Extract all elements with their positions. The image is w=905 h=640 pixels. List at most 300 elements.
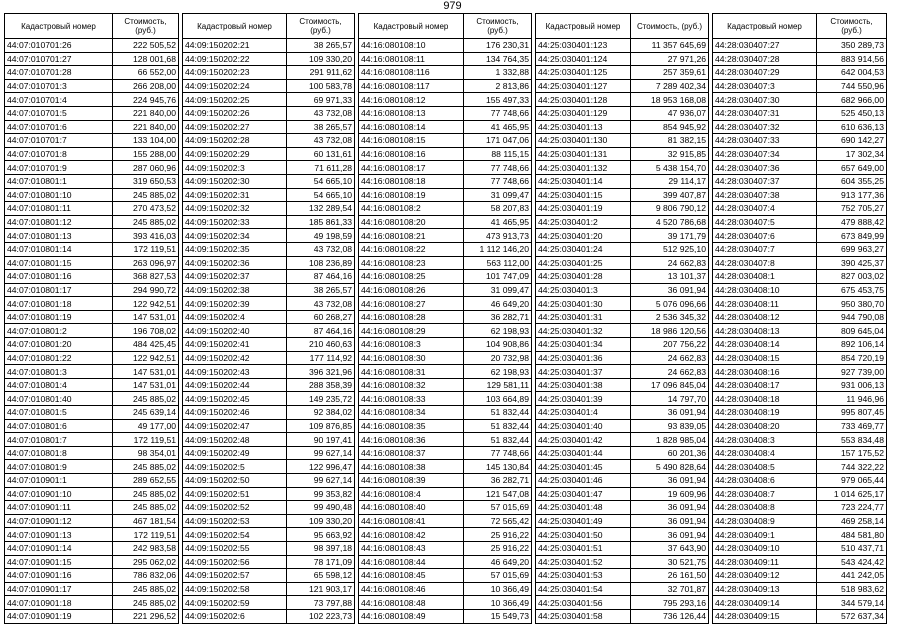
cadastral-number: 44:16:080108:4 bbox=[359, 487, 464, 501]
cadastral-number: 44:16:080108:44 bbox=[359, 555, 464, 569]
cadastral-number: 44:28:030409:15 bbox=[713, 609, 817, 623]
cost-value: 60 131,61 bbox=[287, 147, 355, 161]
cost-value: 207 756,22 bbox=[631, 338, 709, 352]
cost-header: Стоимость, (руб.) bbox=[631, 14, 709, 39]
cadastral-number: 44:07:010901:15 bbox=[5, 555, 113, 569]
cost-value: 38 265,57 bbox=[287, 120, 355, 134]
table-row bbox=[5, 188, 179, 202]
cadastral-number: 44:09:150202:30 bbox=[183, 174, 287, 188]
cost-value: 1 014 625,17 bbox=[817, 487, 887, 501]
cost-value: 43 732,08 bbox=[287, 242, 355, 256]
cadastral-number-header: Кадастровый номер bbox=[536, 14, 631, 39]
cadastral-number: 44:16:080108:23 bbox=[359, 256, 464, 270]
cost-value: 51 832,44 bbox=[464, 406, 532, 420]
cost-value: 245 885,02 bbox=[113, 188, 179, 202]
cost-value: 512 925,10 bbox=[631, 242, 709, 256]
cadastral-number: 44:07:010901:12 bbox=[5, 514, 113, 528]
cost-value: 54 665,10 bbox=[287, 174, 355, 188]
table-row bbox=[359, 147, 532, 161]
table-row bbox=[359, 501, 532, 515]
cadastral-number: 44:28:030408:17 bbox=[713, 378, 817, 392]
cadastral-number: 44:09:150202:52 bbox=[183, 501, 287, 515]
cadastral-number: 44:07:010701:7 bbox=[5, 134, 113, 148]
cadastral-number: 44:07:010701:28 bbox=[5, 66, 113, 80]
table-row bbox=[536, 446, 709, 460]
cost-value: 399 407,87 bbox=[631, 188, 709, 202]
table-row bbox=[713, 188, 887, 202]
cadastral-number-header: Кадастровый номер bbox=[713, 14, 817, 39]
table-row bbox=[183, 569, 355, 583]
cost-value: 36 091,94 bbox=[631, 501, 709, 515]
cadastral-number: 44:16:080108:19 bbox=[359, 188, 464, 202]
cadastral-number: 44:16:080108:32 bbox=[359, 378, 464, 392]
table-row bbox=[536, 256, 709, 270]
cadastral-number: 44:28:030407:31 bbox=[713, 106, 817, 120]
cadastral-number: 44:16:080108:46 bbox=[359, 582, 464, 596]
cadastral-number: 44:16:080108:2 bbox=[359, 202, 464, 216]
cost-value: 5 076 096,66 bbox=[631, 297, 709, 311]
cadastral-number: 44:28:030408:10 bbox=[713, 283, 817, 297]
cost-value: 87 464,16 bbox=[287, 270, 355, 284]
table-row bbox=[5, 39, 179, 53]
table-row bbox=[5, 147, 179, 161]
cost-value: 108 236,89 bbox=[287, 256, 355, 270]
table-row bbox=[5, 338, 179, 352]
table-row bbox=[536, 79, 709, 93]
cost-value: 344 579,14 bbox=[817, 596, 887, 610]
table-row bbox=[536, 351, 709, 365]
cadastral-number: 44:16:080108:41 bbox=[359, 514, 464, 528]
cost-value: 99 353,82 bbox=[287, 487, 355, 501]
table-row bbox=[359, 66, 532, 80]
cadastral-number: 44:25:030401:125 bbox=[536, 66, 631, 80]
table-row bbox=[359, 555, 532, 569]
cadastral-number: 44:07:010801:3 bbox=[5, 365, 113, 379]
cadastral-number: 44:25:030401:37 bbox=[536, 365, 631, 379]
cadastral-number: 44:09:150202:26 bbox=[183, 106, 287, 120]
cost-value: 744 322,22 bbox=[817, 460, 887, 474]
table-row bbox=[536, 242, 709, 256]
cadastral-number: 44:28:030408:5 bbox=[713, 460, 817, 474]
cadastral-number: 44:09:150202:35 bbox=[183, 242, 287, 256]
cadastral-number: 44:28:030408:8 bbox=[713, 501, 817, 515]
cadastral-table-3 bbox=[358, 13, 532, 624]
cost-value: 245 885,02 bbox=[113, 392, 179, 406]
table-row bbox=[5, 66, 179, 80]
cost-value: 62 198,93 bbox=[464, 324, 532, 338]
table-row bbox=[536, 365, 709, 379]
cadastral-number: 44:28:030409:10 bbox=[713, 541, 817, 555]
cost-value: 122 942,51 bbox=[113, 297, 179, 311]
cadastral-number: 44:07:010901:14 bbox=[5, 541, 113, 555]
table-row bbox=[5, 161, 179, 175]
cost-value: 10 366,49 bbox=[464, 596, 532, 610]
cost-value: 109 876,85 bbox=[287, 419, 355, 433]
cadastral-number: 44:16:080108:11 bbox=[359, 52, 464, 66]
table-row bbox=[5, 93, 179, 107]
cost-value: 157 175,52 bbox=[817, 446, 887, 460]
cadastral-number: 44:28:030409:11 bbox=[713, 555, 817, 569]
table-row bbox=[536, 188, 709, 202]
cost-value: 221 296,52 bbox=[113, 609, 179, 623]
cost-value: 51 832,44 bbox=[464, 419, 532, 433]
cost-value: 29 114,17 bbox=[631, 174, 709, 188]
cost-header: Стоимость, (руб.) bbox=[287, 14, 355, 39]
cost-value: 525 450,13 bbox=[817, 106, 887, 120]
table-row bbox=[183, 93, 355, 107]
cadastral-number: 44:25:030401:132 bbox=[536, 161, 631, 175]
cost-value: 245 885,02 bbox=[113, 487, 179, 501]
cadastral-number: 44:07:010701:9 bbox=[5, 161, 113, 175]
cadastral-number: 44:25:030401:34 bbox=[536, 338, 631, 352]
table-row bbox=[536, 596, 709, 610]
cadastral-number: 44:09:150202:37 bbox=[183, 270, 287, 284]
cost-value: 171 047,06 bbox=[464, 134, 532, 148]
cost-value: 673 849,99 bbox=[817, 229, 887, 243]
cost-value: 854 720,19 bbox=[817, 351, 887, 365]
cadastral-number: 44:28:030408:1 bbox=[713, 270, 817, 284]
cadastral-number: 44:07:010701:6 bbox=[5, 120, 113, 134]
table-row bbox=[713, 106, 887, 120]
cadastral-number: 44:07:010701:26 bbox=[5, 39, 113, 53]
cadastral-number: 44:28:030409:14 bbox=[713, 596, 817, 610]
cadastral-number: 44:25:030401:49 bbox=[536, 514, 631, 528]
table-row bbox=[359, 596, 532, 610]
cost-value: 1 112 146,20 bbox=[464, 242, 532, 256]
cadastral-number: 44:25:030401:19 bbox=[536, 202, 631, 216]
cost-value: 54 665,10 bbox=[287, 188, 355, 202]
table-row bbox=[183, 351, 355, 365]
table-row bbox=[183, 147, 355, 161]
cost-value: 77 748,66 bbox=[464, 446, 532, 460]
cost-value: 17 302,34 bbox=[817, 147, 887, 161]
cost-value: 26 161,50 bbox=[631, 569, 709, 583]
table-row bbox=[713, 256, 887, 270]
cadastral-number: 44:16:080108:34 bbox=[359, 406, 464, 420]
cadastral-number: 44:28:030408:3 bbox=[713, 433, 817, 447]
cost-value: 147 531,01 bbox=[113, 365, 179, 379]
cost-value: 32 701,87 bbox=[631, 582, 709, 596]
cadastral-number-header: Кадастровый номер bbox=[5, 14, 113, 39]
cost-value: 10 366,49 bbox=[464, 582, 532, 596]
table-row bbox=[359, 93, 532, 107]
cost-value: 2 536 345,32 bbox=[631, 310, 709, 324]
cadastral-number: 44:09:150202:29 bbox=[183, 147, 287, 161]
cost-value: 155 288,00 bbox=[113, 147, 179, 161]
cost-value: 73 797,88 bbox=[287, 596, 355, 610]
cadastral-number: 44:07:010801:10 bbox=[5, 188, 113, 202]
cost-value: 675 453,75 bbox=[817, 283, 887, 297]
table-row bbox=[183, 474, 355, 488]
cost-value: 1 828 985,04 bbox=[631, 433, 709, 447]
cost-value: 46 649,20 bbox=[464, 297, 532, 311]
table-row bbox=[359, 474, 532, 488]
cost-value: 57 015,69 bbox=[464, 569, 532, 583]
table-row bbox=[536, 297, 709, 311]
table-row bbox=[5, 256, 179, 270]
table-row bbox=[536, 501, 709, 515]
cost-header: Стоимость, (руб.) bbox=[464, 14, 532, 39]
table-row bbox=[183, 338, 355, 352]
table-row bbox=[713, 378, 887, 392]
cadastral-number: 44:16:080108:15 bbox=[359, 134, 464, 148]
cadastral-number: 44:07:010801:40 bbox=[5, 392, 113, 406]
cost-value: 15 549,73 bbox=[464, 609, 532, 623]
cadastral-number: 44:09:150202:54 bbox=[183, 528, 287, 542]
cost-value: 155 497,33 bbox=[464, 93, 532, 107]
cost-value: 69 971,33 bbox=[287, 93, 355, 107]
cost-value: 263 096,97 bbox=[113, 256, 179, 270]
cadastral-number: 44:09:150202:44 bbox=[183, 378, 287, 392]
table-row bbox=[359, 460, 532, 474]
table-row bbox=[5, 433, 179, 447]
cadastral-number: 44:07:010901:17 bbox=[5, 582, 113, 596]
cadastral-number: 44:16:080108:45 bbox=[359, 569, 464, 583]
cost-value: 43 732,08 bbox=[287, 297, 355, 311]
cost-value: 221 840,00 bbox=[113, 106, 179, 120]
table-row bbox=[713, 487, 887, 501]
cost-value: 60 201,36 bbox=[631, 446, 709, 460]
cost-value: 479 888,42 bbox=[817, 215, 887, 229]
table-row bbox=[183, 297, 355, 311]
cadastral-number: 44:25:030401:2 bbox=[536, 215, 631, 229]
table-row bbox=[713, 270, 887, 284]
cadastral-number: 44:25:030401:123 bbox=[536, 39, 631, 53]
cadastral-number: 44:07:010701:4 bbox=[5, 93, 113, 107]
cadastral-number: 44:09:150202:53 bbox=[183, 514, 287, 528]
table-row bbox=[183, 215, 355, 229]
cost-value: 390 425,37 bbox=[817, 256, 887, 270]
cadastral-number: 44:16:080108:38 bbox=[359, 460, 464, 474]
table-row bbox=[536, 433, 709, 447]
cost-value: 93 839,05 bbox=[631, 419, 709, 433]
cost-value: 11 946,96 bbox=[817, 392, 887, 406]
cadastral-number: 44:16:080108:12 bbox=[359, 93, 464, 107]
cadastral-number: 44:16:080108:14 bbox=[359, 120, 464, 134]
page-number: 979 bbox=[443, 0, 462, 12]
table-row bbox=[359, 310, 532, 324]
cost-value: 245 885,02 bbox=[113, 501, 179, 515]
cadastral-number: 44:07:010801:22 bbox=[5, 351, 113, 365]
table-row bbox=[183, 174, 355, 188]
cadastral-number: 44:25:030401:13 bbox=[536, 120, 631, 134]
cost-value: 25 916,22 bbox=[464, 528, 532, 542]
cadastral-number: 44:07:010701:8 bbox=[5, 147, 113, 161]
cadastral-number: 44:16:080108:17 bbox=[359, 161, 464, 175]
cost-value: 291 911,62 bbox=[287, 66, 355, 80]
table-row bbox=[359, 609, 532, 623]
table-row bbox=[359, 487, 532, 501]
table-row bbox=[536, 378, 709, 392]
cost-value: 71 611,28 bbox=[287, 161, 355, 175]
cost-value: 77 748,66 bbox=[464, 161, 532, 175]
cadastral-number: 44:25:030401:52 bbox=[536, 555, 631, 569]
cost-value: 36 091,94 bbox=[631, 474, 709, 488]
cost-header: Стоимость, (руб.) bbox=[113, 14, 179, 39]
cost-value: 467 181,54 bbox=[113, 514, 179, 528]
cadastral-number: 44:16:080108:25 bbox=[359, 270, 464, 284]
cadastral-number: 44:25:030401:3 bbox=[536, 283, 631, 297]
cadastral-number: 44:09:150202:25 bbox=[183, 93, 287, 107]
cost-value: 109 330,20 bbox=[287, 52, 355, 66]
table-row bbox=[359, 283, 532, 297]
cost-value: 132 289,54 bbox=[287, 202, 355, 216]
table-row bbox=[536, 134, 709, 148]
table-row bbox=[536, 514, 709, 528]
table-row bbox=[5, 406, 179, 420]
cost-value: 913 177,36 bbox=[817, 188, 887, 202]
table-row bbox=[713, 283, 887, 297]
cadastral-number: 44:09:150202:50 bbox=[183, 474, 287, 488]
cost-value: 36 091,94 bbox=[631, 283, 709, 297]
cost-value: 795 293,16 bbox=[631, 596, 709, 610]
cost-value: 368 827,53 bbox=[113, 270, 179, 284]
cadastral-number: 44:09:150202:49 bbox=[183, 446, 287, 460]
cost-value: 58 207,83 bbox=[464, 202, 532, 216]
table-row bbox=[713, 52, 887, 66]
cadastral-number: 44:25:030401:24 bbox=[536, 242, 631, 256]
cadastral-number: 44:25:030401:4 bbox=[536, 406, 631, 420]
table-row bbox=[536, 270, 709, 284]
cadastral-number: 44:16:080108:13 bbox=[359, 106, 464, 120]
cadastral-number: 44:09:150202:57 bbox=[183, 569, 287, 583]
cost-value: 222 505,52 bbox=[113, 39, 179, 53]
table-row bbox=[713, 392, 887, 406]
table-row bbox=[5, 446, 179, 460]
table-row bbox=[359, 202, 532, 216]
cadastral-number: 44:09:150202:59 bbox=[183, 596, 287, 610]
cost-value: 147 531,01 bbox=[113, 310, 179, 324]
cost-value: 46 649,20 bbox=[464, 555, 532, 569]
cost-value: 24 662,83 bbox=[631, 351, 709, 365]
cost-value: 17 096 845,04 bbox=[631, 378, 709, 392]
cadastral-number: 44:07:010801:13 bbox=[5, 229, 113, 243]
table-row bbox=[183, 419, 355, 433]
cost-value: 572 637,34 bbox=[817, 609, 887, 623]
table-row bbox=[183, 324, 355, 338]
cost-value: 149 235,72 bbox=[287, 392, 355, 406]
cost-value: 133 104,00 bbox=[113, 134, 179, 148]
cadastral-number: 44:07:010901:1 bbox=[5, 474, 113, 488]
cadastral-number: 44:07:010901:11 bbox=[5, 501, 113, 515]
cost-value: 995 807,45 bbox=[817, 406, 887, 420]
cadastral-number: 44:25:030401:30 bbox=[536, 297, 631, 311]
cadastral-number: 44:28:030408:4 bbox=[713, 446, 817, 460]
table-row bbox=[5, 270, 179, 284]
cadastral-number: 44:09:150202:5 bbox=[183, 460, 287, 474]
cost-value: 1 332,88 bbox=[464, 66, 532, 80]
cost-value: 177 114,92 bbox=[287, 351, 355, 365]
cost-value: 295 062,02 bbox=[113, 555, 179, 569]
cost-value: 723 224,77 bbox=[817, 501, 887, 515]
table-row bbox=[5, 555, 179, 569]
table-row bbox=[359, 406, 532, 420]
table-row bbox=[713, 419, 887, 433]
table-row bbox=[713, 39, 887, 53]
cadastral-number: 44:25:030401:40 bbox=[536, 419, 631, 433]
cadastral-number: 44:07:010801:4 bbox=[5, 378, 113, 392]
table-row bbox=[536, 174, 709, 188]
table-row bbox=[536, 106, 709, 120]
cost-value: 31 099,47 bbox=[464, 283, 532, 297]
cost-value: 287 060,96 bbox=[113, 161, 179, 175]
cadastral-number: 44:16:080108:21 bbox=[359, 229, 464, 243]
table-row bbox=[183, 446, 355, 460]
cadastral-number: 44:25:030401:58 bbox=[536, 609, 631, 623]
table-row bbox=[183, 66, 355, 80]
cost-value: 744 550,96 bbox=[817, 79, 887, 93]
cost-value: 37 643,90 bbox=[631, 541, 709, 555]
table-row bbox=[5, 351, 179, 365]
table-row bbox=[536, 460, 709, 474]
table-row bbox=[5, 392, 179, 406]
cadastral-number: 44:09:150202:40 bbox=[183, 324, 287, 338]
cadastral-number: 44:09:150202:56 bbox=[183, 555, 287, 569]
table-row bbox=[183, 582, 355, 596]
cadastral-number: 44:25:030401:53 bbox=[536, 569, 631, 583]
table-row bbox=[183, 242, 355, 256]
table-row bbox=[536, 202, 709, 216]
table-row bbox=[183, 528, 355, 542]
table-row bbox=[536, 66, 709, 80]
cost-value: 128 001,68 bbox=[113, 52, 179, 66]
cadastral-number: 44:07:010801:19 bbox=[5, 310, 113, 324]
cadastral-number: 44:28:030407:3 bbox=[713, 79, 817, 93]
cost-value: 99 627,14 bbox=[287, 474, 355, 488]
table-row bbox=[359, 351, 532, 365]
cadastral-number: 44:16:080108:10 bbox=[359, 39, 464, 53]
cadastral-number: 44:09:150202:6 bbox=[183, 609, 287, 623]
cadastral-number: 44:28:030408:13 bbox=[713, 324, 817, 338]
cadastral-number: 44:25:030401:129 bbox=[536, 106, 631, 120]
table-row bbox=[713, 324, 887, 338]
table-row bbox=[183, 283, 355, 297]
cost-value: 43 732,08 bbox=[287, 134, 355, 148]
cadastral-number: 44:28:030408:11 bbox=[713, 297, 817, 311]
cadastral-number: 44:28:030407:7 bbox=[713, 242, 817, 256]
table-row bbox=[5, 283, 179, 297]
table-row bbox=[359, 215, 532, 229]
cadastral-number: 44:16:080108:116 bbox=[359, 66, 464, 80]
cost-value: 66 552,00 bbox=[113, 66, 179, 80]
cadastral-number: 44:09:150202:4 bbox=[183, 310, 287, 324]
table-row bbox=[5, 487, 179, 501]
table-row bbox=[713, 582, 887, 596]
cadastral-number: 44:28:030407:4 bbox=[713, 202, 817, 216]
cost-value: 24 662,83 bbox=[631, 365, 709, 379]
cadastral-number: 44:07:010801:5 bbox=[5, 406, 113, 420]
table-row bbox=[359, 324, 532, 338]
cadastral-number: 44:25:030401:15 bbox=[536, 188, 631, 202]
table-row bbox=[183, 406, 355, 420]
table-row bbox=[5, 541, 179, 555]
cost-value: 682 966,00 bbox=[817, 93, 887, 107]
cost-value: 657 649,00 bbox=[817, 161, 887, 175]
cadastral-number: 44:07:010901:16 bbox=[5, 569, 113, 583]
cadastral-number: 44:28:030408:18 bbox=[713, 392, 817, 406]
cadastral-number: 44:25:030401:131 bbox=[536, 147, 631, 161]
cost-value: 122 996,47 bbox=[287, 460, 355, 474]
cost-value: 4 520 786,68 bbox=[631, 215, 709, 229]
cost-value: 25 916,22 bbox=[464, 541, 532, 555]
table-row bbox=[359, 433, 532, 447]
cost-value: 736 126,44 bbox=[631, 609, 709, 623]
cadastral-number: 44:07:010801:8 bbox=[5, 446, 113, 460]
cadastral-number: 44:07:010701:27 bbox=[5, 52, 113, 66]
cadastral-number: 44:07:010801:15 bbox=[5, 256, 113, 270]
cadastral-number: 44:25:030401:128 bbox=[536, 93, 631, 107]
cost-value: 77 748,66 bbox=[464, 106, 532, 120]
